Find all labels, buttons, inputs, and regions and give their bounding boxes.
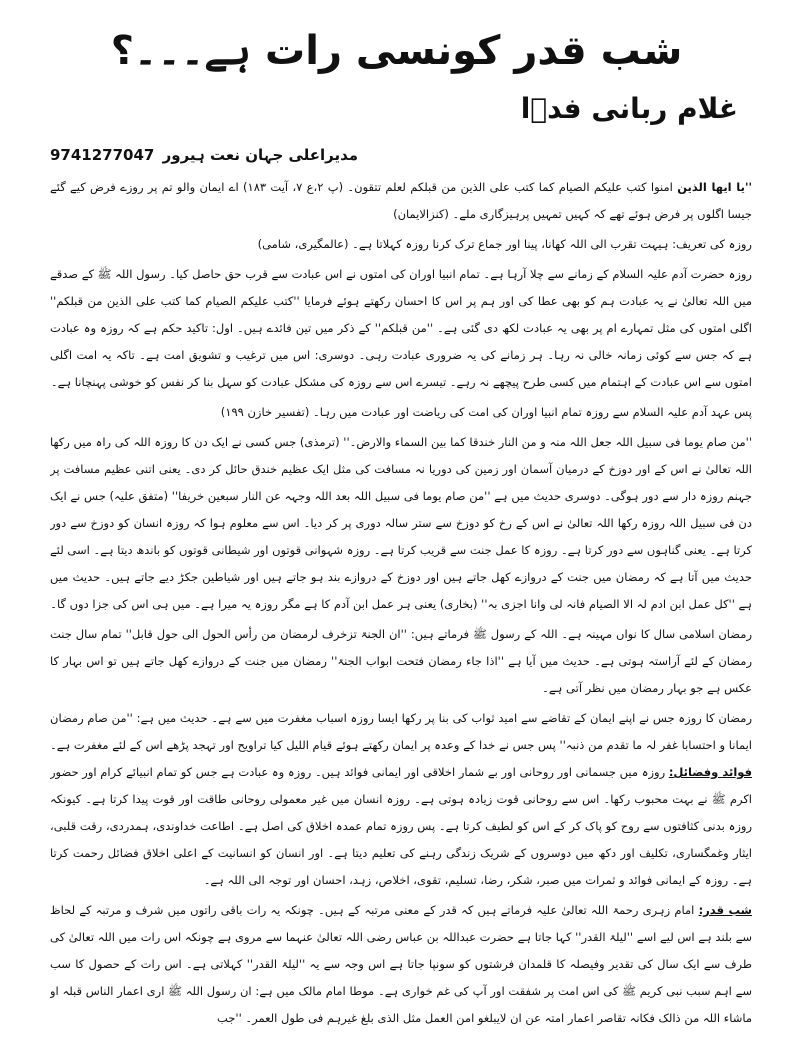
paragraph-ramadan xyxy=(50,621,752,702)
paragraph-history xyxy=(50,261,752,396)
paragraph-ahd-adam xyxy=(50,399,752,426)
author-name: غلام ربانی فدؔا xyxy=(520,92,738,125)
paragraph-hadith xyxy=(50,429,752,618)
paragraph-text: ''من صام یوما فی سبیل اللہ جعل اللہ منہ و من النار خندقا کما بین السماء والارض۔'' (ترمذی) جس کسی نے ایک دن کا روزہ اللہ کی راہ میں رکھا اللہ تعالیٰ نے اس کے اور دوزخ کے درمیان آسمان اور زمین کی دوریا نہ مسافت کی مثل ایک عظیم خندق حائل کر دی۔ یعنی اتنی عظیم مسافت پر جہنم روزہ دار سے دور ہوگی۔ دوسری حدیث میں ہے ''من صام یوما فی سبیل اللہ بعد اللہ وجہہ عن النار سبعین خریفا'' (متفق علیہ) جس نے ایک دن فی سبیل اللہ روزہ رکھا اللہ تعالیٰ نے اس کے رخ کو دوزخ سے ستر سالہ دوری پر کر دیا۔ اس سے معلوم ہوا کہ روزہ انسان کو دوزخ سے دور کرتا ہے۔ یعنی گناہوں سے دور کرتا ہے۔ روزہ کا عمل جنت سے قریب کرتا ہے۔ روزہ شہوانی قوتوں اور شیطانی قوتوں کو باندھ دیتا ہے۔ اسی لئے حدیث میں آتا ہے کہ رمضان میں جنت کے دروازے کھل جاتے ہیں اور دوزخ کے دروازے بند ہو جاتے ہیں اور شیاطین جکڑ دیے جاتے ہیں۔ حدیث میں ہے ''کل عمل ابن ادم لہ الا الصیام فانہ لی وانا اجزی بہ'' (بخاری) یعنی ہر عمل ابن آدم کا ہے مگر روزہ یہ میرا ہے۔ میں ہی اس کی جزا دوں گا۔ xyxy=(50,435,752,611)
phone-number: 9741277047 xyxy=(50,146,155,164)
paragraph-text: پس عہد آدم علیہ السلام سے روزہ تمام انبیا اوران کی امت کی ریاضت اور عبادت میں رہا۔ (تفسیر خازن ۱۹۹) xyxy=(220,405,752,419)
paragraph-text: امام زہری رحمۃ اللہ تعالیٰ علیہ فرماتے ہیں کہ قدر کے معنی مرتبہ کے ہیں۔ چونکہ یہ رات باقی راتوں میں شرف و مرتبہ کے لحاظ سے بلند ہے اس لیے اسے ''لیلۃ القدر'' کہا جاتا ہے حضرت عبداللہ بن عباس رضی اللہ تعالیٰ عنہما سے مروی ہے چونکہ اس رات میں اللہ تعالیٰ کی طرف سے ایک سال کی تقدیر وفیصلہ کا قلمدان فرشتوں کو سونپا جاتا ہے اس وجہ سے یہ ''لیلۃ القدر'' کہلاتی ہے۔ اس رات کے حصول کا سب سے اہم سبب نبی کریم ﷺ کی اس امت پر شفقت اور آپ کی غم خواری ہے۔ موطا امام مالک میں ہے: ان رسول اللہ ﷺ اری اعمار الناس قبلہ او ماشاء اللہ من ذالک فکانہ تقاصر اعمار امتہ عن ان لایبلغو امن العمل مثل الذی بلغ غیرہم فی طول العمر۔ ''جب xyxy=(50,903,752,1025)
paragraph-shab-e-qadr xyxy=(50,897,752,1032)
paragraph-text: رمضان اسلامی سال کا نواں مہینہ ہے۔ اللہ کے رسول ﷺ فرماتے ہیں: ''ان الجنۃ تزخرف لرمضان من رأس الحول الی حول قابل'' تمام سال جنت رمضان کے لئے آراستہ ہوتی ہے۔ حدیث میں آیا ہے ''اذا جاء رمضان فتحت ابواب الجنۃ'' رمضان میں جنت کے دروازے کھل جاتے ہیں تو اس بہار کا عکس ہے جو بہار رمضان میں نظر آتی ہے۔ xyxy=(50,627,752,695)
paragraph-verse xyxy=(50,174,752,228)
article-body xyxy=(50,174,752,1044)
benefits-heading: فوائد وفضائل: xyxy=(668,765,752,779)
paragraph-text: رمضان کا روزہ جس نے اپنے ایمان کے تقاضے سے امید ثواب کی بنا پر رکھا ایسا روزہ اسباب مغفرت میں سے ہے۔ حدیث میں ہے: ''من صام رمضان ایمانا و احتسابا غفر لہ ما تقدم من ذنبہ'' پس جس نے خدا کے وعدہ پر ایمان رکھتے ہوئے قیام اللیل کیا تراویح اور تہجد پڑھے اس کے لئے مغفرت ہے۔ xyxy=(50,711,752,752)
paragraph-text: امنوا کتب علیکم الصیام کما کتب علی الذین من قبلکم لعلم تتقون۔ (پ ۲،ع ۷، آیت ۱۸۳) اے ایمان والو تم پر روزے فرض کیے گئے جیسا اگلوں پر فرض ہوئے تھے کہ کہیں تمہیں پرہیزگاری ملے۔ (کنزالایمان) xyxy=(50,180,752,221)
paragraph-text-tail: روزہ میں جسمانی اور روحانی اور بے شمار اخلاقی اور ایمانی فوائد ہیں۔ روزہ وہ عبادت ہے جس کو تمام انبیائے کرام اور حضور اکرم ﷺ نے بہت محبوب رکھا۔ اس سے روحانی قوت زیادہ ہوتی ہے۔ روزہ انسان میں غیر معمولی روحانی طاقت اور قوت پیدا کرتا ہے۔ کیونکہ روزہ بدنی کثافتوں سے روح کو پاک کر کے اس کو لطیف کرتا ہے۔ پس روزہ تمام عمدہ اخلاق کی اصل ہے۔ اطاعت خداوندی، ہمدردی، رقت قلبی، ایثار وغمگساری، تکلیف اور دکھ میں دوسروں کے شریک زندگی رہنے کی تعلیم دیتا ہے۔ اور انسان کو انسانیت کے اعلی اخلاق فضائل رحمت کرتا ہے۔ روزہ کے ایمانی فوائد و ثمرات میں صبر، شکر، رضا، تسلیم، تقوی، اخلاص، زہد، احسان اور توجہ الی اللہ ہے۔ xyxy=(50,765,752,887)
article-title: شب قدر کونسی رات ہے۔۔۔؟ xyxy=(110,28,683,74)
verse-lead: ''یا ایھا الذین xyxy=(677,180,752,194)
editor-line xyxy=(50,146,358,164)
shab-e-qadr-heading: شب قدر: xyxy=(698,903,752,917)
editor-role: مدیراعلی جہان نعت ہیرور xyxy=(162,146,359,164)
paragraph-text: روزہ حضرت آدم علیہ السلام کے زمانے سے چلا آرہا ہے۔ تمام انبیا اوران کی امتوں نے اس عبادت سے قرب حق حاصل کیا۔ رسول اللہ ﷺ کے صدقے میں اللہ تعالیٰ نے یہ عبادت ہم کو بھی عطا کی اور ہم پر اس کا احسان رکھتے ہوئے فرمایا ''کتب علیکم الصیام کما کتب علی الذین من قبلکم'' اگلی امتوں کی مثل تمہارے ام پر بھی یہ عبادت لکھ دی گئی ہے۔ ''من قبلکم'' کے ذکر میں تین فائدے ہیں۔ اول: تاکید حکم ہے کہ روزہ وہ عبادت ہے کہ جس سے کوئی زمانہ خالی نہ رہا۔ ہر زمانے کی یہ ضروری عبادت رہی۔ دوسری: اس میں ترغیب و تشویق امت ہے۔ تاکہ یہ امت اگلی امتوں سے اس عبادت کے اہتمام میں کسی طرح پیچھے نہ رہے۔ تیسرے اس سے روزہ کی مشکل عبادت کو سہل بنا کر نفس کو خوشی پہنچانا ہے۔ xyxy=(50,267,752,389)
paragraph-benefits xyxy=(50,705,752,894)
paragraph-definition xyxy=(50,231,752,258)
paragraph-text: روزہ کی تعریف: ہیہت تقرب الی اللہ کھانا، پینا اور جماع ترک کرنا روزہ کہلاتا ہے۔ (عالمگیری، شامی) xyxy=(257,237,752,251)
